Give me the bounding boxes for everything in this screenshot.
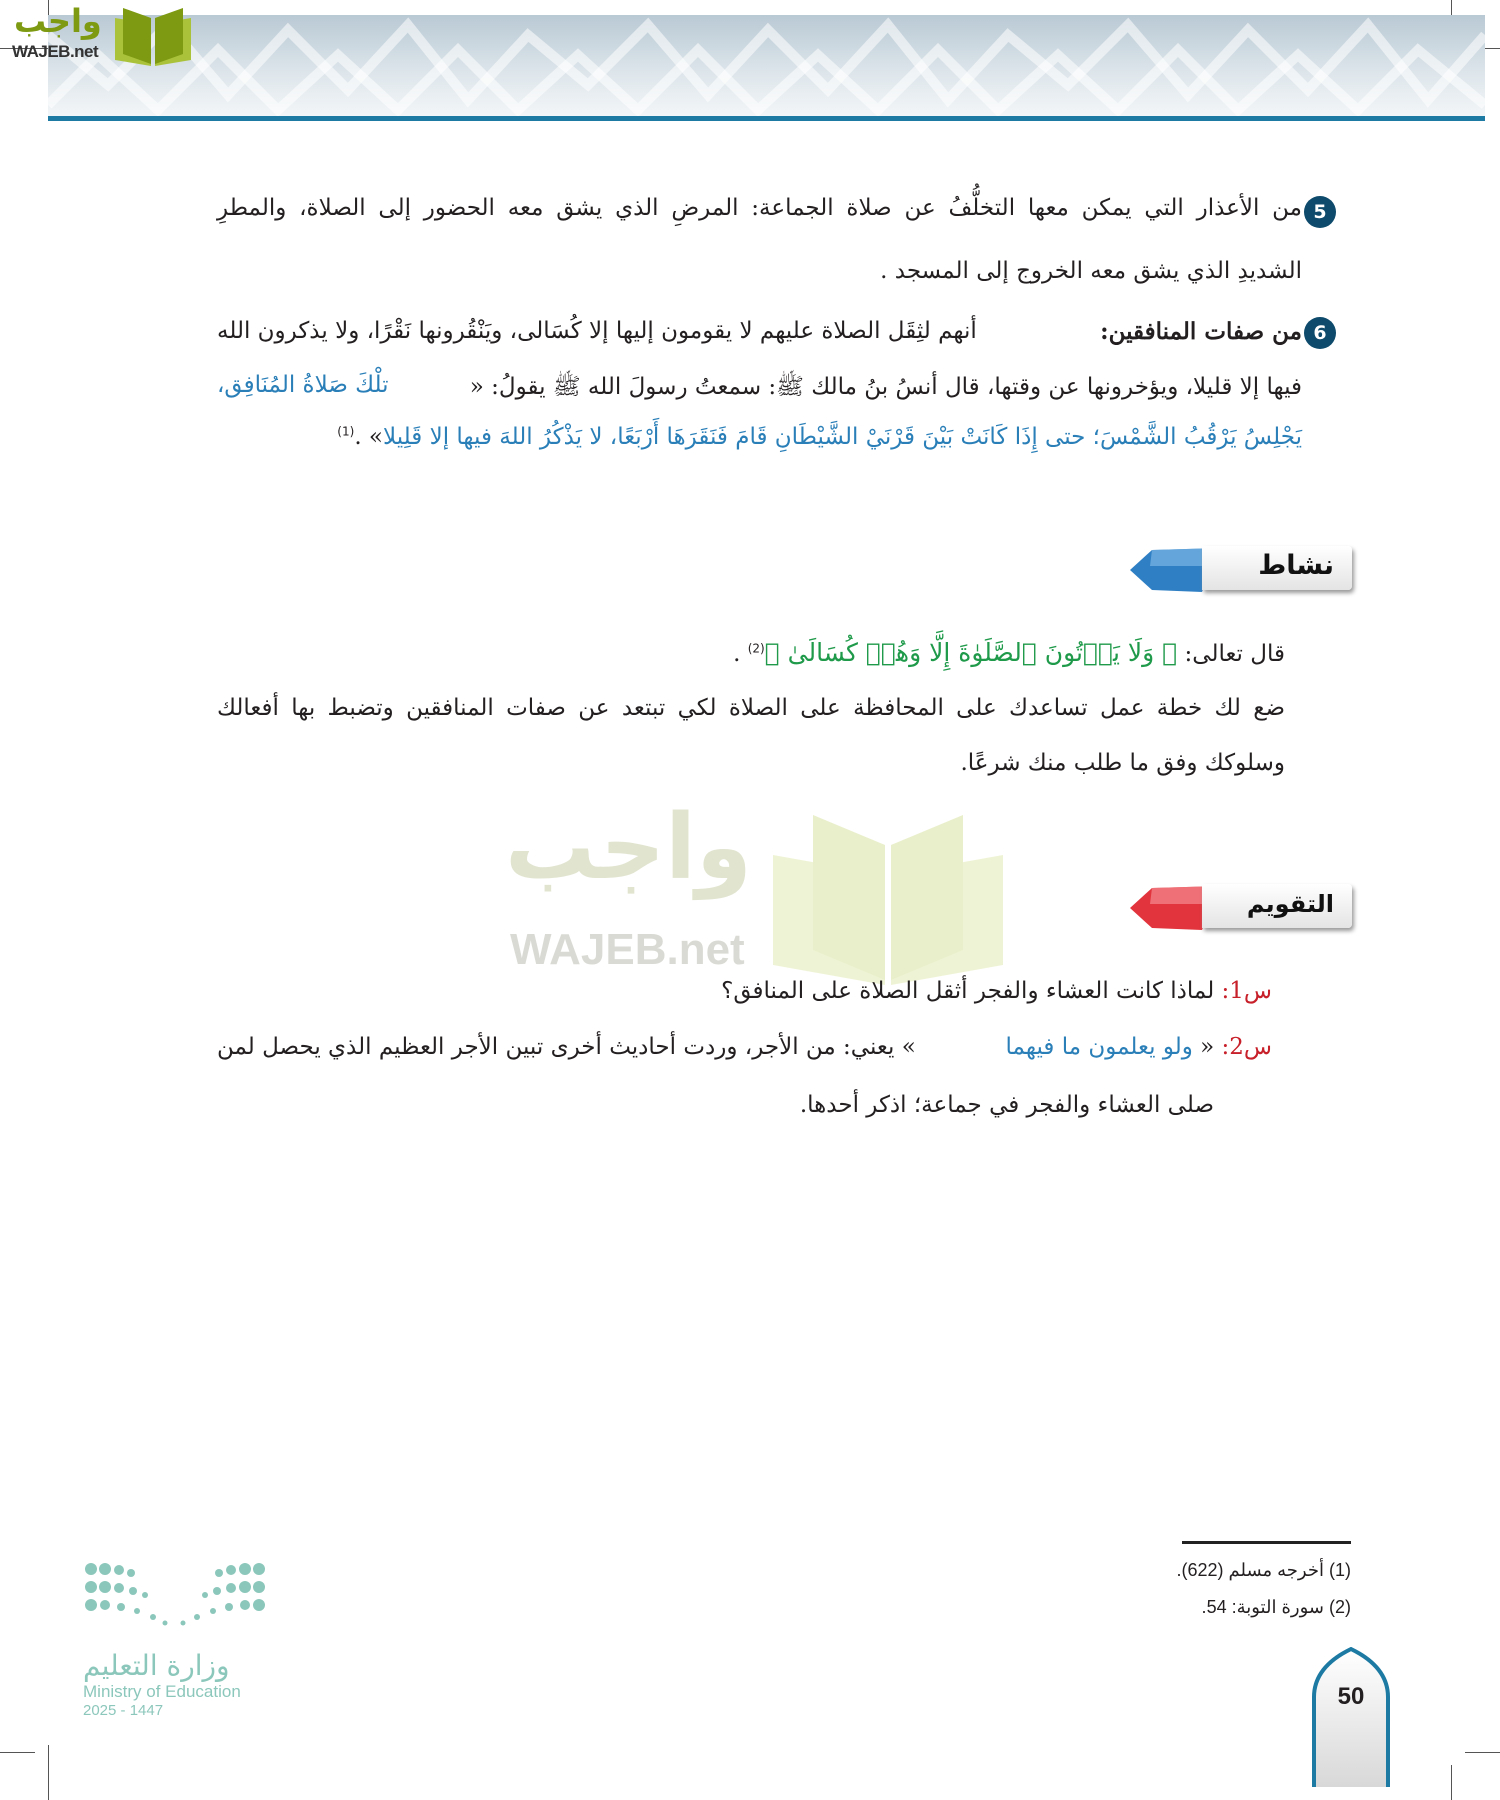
ministry-year: 2025 - 1447: [83, 1702, 164, 1719]
hadith-quote: يَجْلِسُ يَرْقُبُ الشَّمْسَ؛ حتى إِذَا كَانَتْ بَيْنَ قَرْنَيْ الشَّيْطَانِ قَامَ فَنَقَرَهَا أَرْبَعًا، لا يَذْكُرُ اللهَ فيها إلا قَلِيلا: [383, 424, 1302, 450]
item-6-line-3: [337, 424, 1302, 450]
geometric-pattern: [48, 15, 1485, 117]
activity-line-3: وسلوكك وفق ما طلب منك شرعًا.: [960, 750, 1285, 776]
crop-mark: [0, 1752, 35, 1753]
item-6-text: أنهم لثِقَل الصلاة عليهم لا يقومون إليها إلا كُسَالى، ويَنْقُرونها نَقْرًا، ولا يذكرون الله: [217, 318, 977, 344]
question-2-line-2: صلى العشاء والفجر في جماعة؛ اذكر أحدها.: [799, 1092, 1214, 1118]
activity-title: نشاط: [1258, 550, 1334, 581]
book-icon: [113, 4, 193, 68]
activity-line-2: ضع لك خطة عمل تساعدك على المحافظة على الصلاة لكي تبتعد عن صفات المنافقين وتضبط بها أفعالك: [217, 695, 1285, 721]
quote-close: » .: [354, 424, 384, 450]
item-number-badge: 6: [1304, 317, 1336, 349]
item-6-title: من صفات المنافقين:: [1100, 318, 1302, 345]
ministry-logo: [83, 1561, 273, 1719]
question-text: لماذا كانت العشاء والفجر أثقل الصلاة على المنافق؟: [721, 978, 1215, 1004]
footnote-1: (1) أخرجه مسلم (622).: [1176, 1560, 1351, 1580]
page-number: 50: [1337, 1683, 1365, 1710]
evaluation-section-badge: [1130, 884, 1352, 932]
crop-mark: [1451, 1765, 1452, 1800]
quote-open: «: [1200, 1034, 1215, 1060]
activity-verse-line: [733, 638, 1285, 667]
logo-text-en: WAJEB.net: [12, 42, 99, 61]
verse-end: .: [733, 641, 741, 667]
hadith-quote: تلْكَ صَلاةُ المُنَافِق،: [217, 372, 389, 398]
question-label: س1:: [1221, 978, 1272, 1004]
question-label: س2:: [1221, 1034, 1272, 1060]
header-decoration: [48, 15, 1485, 117]
ministry-name-ar: وزارة التعليم: [83, 1649, 230, 1682]
footnote-ref: (2): [747, 641, 765, 656]
watermark-book-icon: [773, 815, 1003, 985]
watermark-en: WAJEB.net: [510, 925, 745, 974]
activity-section-badge: [1130, 546, 1352, 594]
ministry-dots-icon: [83, 1561, 268, 1631]
question-2: [217, 1034, 1272, 1060]
item-6-line-2: [217, 372, 1302, 406]
footnote-2: (2) سورة التوبة: 54.: [1201, 1597, 1351, 1617]
crop-mark: [48, 1745, 49, 1800]
evaluation-title: التقويم: [1246, 890, 1334, 918]
verse-intro: قال تعالى:: [1184, 641, 1285, 667]
item-6-line-1: [217, 318, 1302, 345]
question-1: [721, 978, 1272, 1004]
ministry-name-en: Ministry of Education: [83, 1682, 241, 1701]
footnote-ref: (1): [337, 424, 355, 439]
watermark-ar: واجب: [505, 795, 752, 900]
item-5-line-1: من الأعذار التي يمكن معها التخلُّفُ عن صلاة الجماعة: المرضِ الذي يشق معه الحضور إلى الصلاة، والمطرِ: [217, 195, 1302, 221]
quran-verse: ﴿ وَلَا يَأۡتُونَ ٱلصَّلَوٰةَ إِلَّا وَهُمۡ كُسَالَىٰ ﴾: [764, 638, 1178, 667]
footnote-rule: [1182, 1541, 1351, 1544]
item-5-line-2: الشديدِ الذي يشق معه الخروج إلى المسجد .: [880, 258, 1302, 284]
header-rule: [48, 116, 1485, 121]
page-number-tab: [1311, 1647, 1391, 1787]
item-number-badge: 5: [1304, 196, 1336, 228]
question-text: » يعني: من الأجر، وردت أحاديث أخرى تبين الأجر العظيم الذي يحصل لمن: [217, 1034, 916, 1060]
logo-text-ar: واجب: [14, 2, 102, 40]
crop-mark: [1465, 1752, 1500, 1753]
item-6-text-2: فيها إلا قليلا، ويؤخرونها عن وقتها، قال أنسُ بنُ مالك ﷺ: سمعتُ رسولَ الله ﷺ يقولُ: «: [469, 374, 1302, 400]
hadith-quote: ولو يعلمون ما فيهما: [1005, 1034, 1193, 1060]
wajeb-logo: [8, 4, 193, 68]
wajeb-watermark: [505, 795, 1005, 980]
